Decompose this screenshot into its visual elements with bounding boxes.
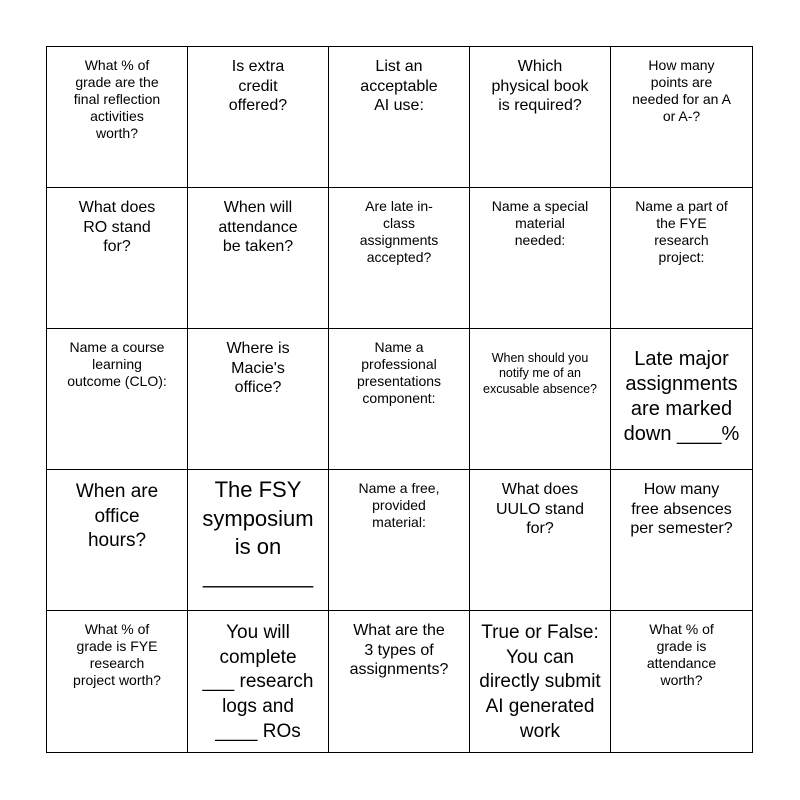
bingo-cell[interactable] — [329, 611, 470, 752]
bingo-cell[interactable] — [611, 329, 752, 470]
bingo-cell[interactable] — [188, 470, 329, 611]
bingo-cell[interactable] — [329, 470, 470, 611]
cell-text: What % of grade is FYE research project worth? — [73, 621, 161, 689]
bingo-board — [46, 46, 753, 753]
bingo-cell[interactable] — [188, 188, 329, 329]
cell-text: Name a special material needed: — [491, 198, 589, 249]
bingo-cell[interactable] — [470, 470, 611, 611]
bingo-cell[interactable] — [47, 188, 188, 329]
cell-text: What does UULO stand for? — [495, 481, 585, 538]
cell-text: What % of grade is attendance worth? — [646, 621, 717, 689]
cell-text: How many points are needed for an A or A-? — [632, 57, 731, 125]
cell-text: You will complete ___ research logs and ____ ROs — [202, 622, 314, 742]
cell-text: Name a course learning outcome (CLO): — [67, 339, 167, 390]
cell-text: Are late in- class assignments accepted? — [359, 198, 439, 266]
cell-text: When will attendance be taken? — [218, 199, 298, 256]
cell-text: Late major assignments are marked down ____% — [623, 348, 740, 445]
cell-text: When are office hours? — [75, 481, 159, 552]
bingo-cell[interactable] — [47, 329, 188, 470]
cell-text: The FSY symposium is on _________ — [202, 477, 314, 588]
bingo-cell[interactable] — [47, 470, 188, 611]
bingo-cell[interactable] — [611, 47, 752, 188]
cell-text: List an acceptable AI use: — [360, 58, 438, 115]
cell-text: True or False: You can directly submit AI generated work — [479, 622, 601, 742]
bingo-cell[interactable] — [611, 611, 752, 752]
cell-text: What % of grade are the final reflection activities worth? — [73, 57, 161, 142]
bingo-cell[interactable] — [188, 47, 329, 188]
bingo-cell[interactable] — [470, 47, 611, 188]
bingo-cell[interactable] — [329, 47, 470, 188]
bingo-cell[interactable] — [188, 329, 329, 470]
bingo-cell[interactable] — [611, 470, 752, 611]
bingo-cell[interactable] — [470, 611, 611, 752]
bingo-cell[interactable] — [329, 188, 470, 329]
bingo-cell[interactable] — [470, 188, 611, 329]
cell-text: Name a part of the FYE research project: — [635, 198, 728, 266]
cell-text: Name a free, provided material: — [358, 480, 440, 531]
cell-text: How many free absences per semester? — [630, 481, 733, 538]
cell-text: Name a professional presentations component: — [356, 339, 442, 407]
bingo-cell[interactable] — [329, 329, 470, 470]
bingo-cell[interactable] — [611, 188, 752, 329]
cell-text: Is extra credit offered? — [228, 58, 288, 115]
bingo-cell[interactable] — [47, 47, 188, 188]
cell-text: Which physical book is required? — [491, 58, 589, 115]
cell-text: What are the 3 types of assignments? — [349, 622, 449, 679]
cell-text: When should you notify me of an excusable absence? — [483, 351, 597, 396]
bingo-cell[interactable] — [470, 329, 611, 470]
cell-text: Where is Macie's office? — [226, 340, 290, 397]
bingo-cell[interactable] — [188, 611, 329, 752]
cell-text: What does RO stand for? — [78, 199, 156, 256]
bingo-cell[interactable] — [47, 611, 188, 752]
